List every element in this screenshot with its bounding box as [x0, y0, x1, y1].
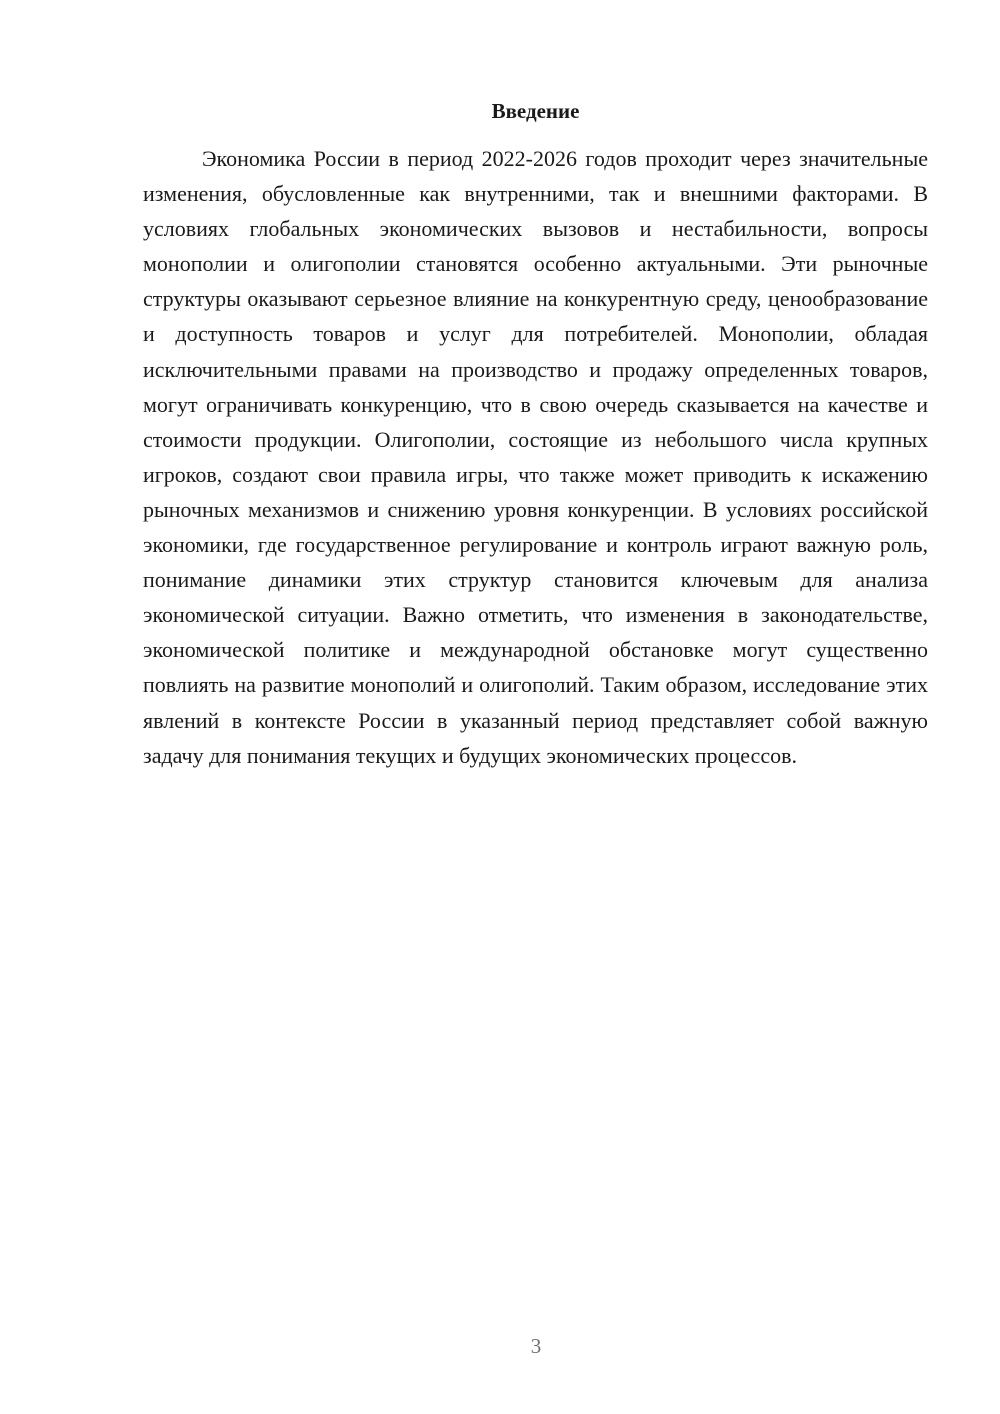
section-heading: Введение [491, 99, 580, 123]
page-number: 3 [530, 1334, 542, 1358]
body-paragraph: Экономика России в период 2022-2026 годов проходит через значительные изменения, обусловленные как внутренними, так и внешними факторами. В условиях глобальных экономических вызовов и нестабильности, вопросы монополии и олигополии становятся особенно актуальными. Эти рыночные структуры оказывают серьезное влияние на конкурентную среду, ценообразование и доступность товаров и услуг для потребителей. Монополии, обладая исключительными правами на производство и продажу определенных товаров, могут ограничивать конкуренцию, что в свою очередь сказывается на качестве и стоимости продукции. Олигополии, состоящие из небольшого числа крупных игроков, создают свои правила игры, что также может приводить к искажению рыночных механизмов и снижению уровня конкуренции. В условиях российской экономики, где государственное регулирование и контроль играют важную роль, понимание динамики этих структур становится ключевым для анализа экономической ситуации. Важно отметить, что изменения в законодательстве, экономической политике и международной обстановке могут существенно повлиять на развитие монополий и олигополий. Таким образом, исследование этих явлений в контексте России в указанный период представляет собой важную задачу для понимания текущих и будущих экономических процессов. [143, 146, 928, 768]
